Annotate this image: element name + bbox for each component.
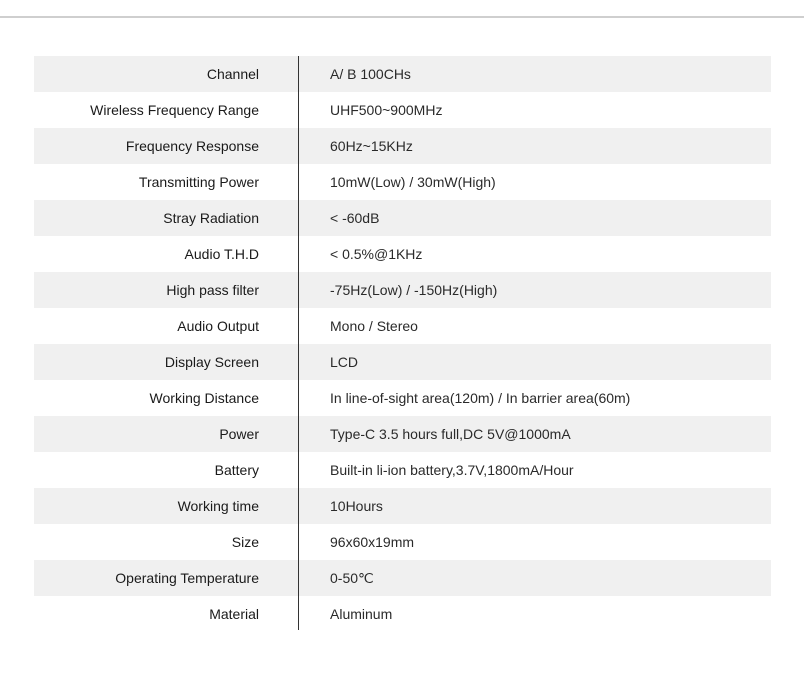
spec-value: Built-in li-ion battery,3.7V,1800mA/Hour: [330, 462, 574, 478]
spec-row-audio-output: [34, 308, 771, 344]
spec-row-frequency-response: [34, 128, 771, 164]
spec-label: Wireless Frequency Range: [90, 102, 259, 118]
spec-row-operating-temperature: [34, 560, 771, 596]
spec-row-working-time: [34, 488, 771, 524]
spec-label: Battery: [214, 462, 259, 478]
spec-row-high-pass-filter: [34, 272, 771, 308]
spec-row-working-distance: [34, 380, 771, 416]
spec-value: 10Hours: [330, 498, 383, 514]
spec-value: In line-of-sight area(120m) / In barrier area(60m): [330, 390, 631, 406]
spec-value: 96x60x19mm: [330, 534, 415, 550]
top-divider: [0, 16, 804, 18]
spec-value: Mono / Stereo: [330, 318, 418, 334]
spec-value: 60Hz~15KHz: [330, 138, 413, 154]
spec-value: Type-C 3.5 hours full,DC 5V@1000mA: [330, 426, 571, 442]
spec-row-audio-thd: [34, 236, 771, 272]
spec-label: Transmitting Power: [138, 174, 259, 190]
spec-row-wireless-frequency-range: [34, 92, 771, 128]
spec-row-size: [34, 524, 771, 560]
spec-row-stray-radiation: [34, 200, 771, 236]
spec-value: UHF500~900MHz: [330, 102, 443, 118]
spec-row-transmitting-power: [34, 164, 771, 200]
spec-label: Working Distance: [149, 390, 259, 406]
spec-row-material: [34, 596, 771, 632]
spec-value: LCD: [330, 354, 359, 370]
spec-label: Audio T.H.D: [184, 246, 259, 262]
spec-label: Size: [231, 534, 259, 550]
spec-label: Stray Radiation: [163, 210, 259, 226]
spec-label: Operating Temperature: [115, 570, 259, 586]
spec-label: Channel: [206, 66, 259, 82]
spec-value: -75Hz(Low) / -150Hz(High): [330, 282, 498, 298]
spec-label: Frequency Response: [125, 138, 259, 154]
spec-row-battery: [34, 452, 771, 488]
spec-label: Working time: [177, 498, 259, 514]
spec-row-display-screen: [34, 344, 771, 380]
spec-label: Material: [209, 606, 259, 622]
spec-value: Aluminum: [330, 606, 393, 622]
spec-value: 0-50℃: [330, 569, 374, 586]
spec-label: Display Screen: [164, 354, 259, 370]
spec-label: High pass filter: [166, 282, 259, 298]
spec-label: Audio Output: [177, 318, 259, 334]
spec-row-power: [34, 416, 771, 452]
spec-label: Power: [219, 426, 259, 442]
spec-value: < 0.5%@1KHz: [330, 246, 423, 262]
spec-value: 10mW(Low) / 30mW(High): [330, 174, 496, 190]
column-divider: [298, 56, 299, 630]
spec-row-channel: [34, 56, 771, 92]
spec-value: A/ B 100CHs: [330, 66, 411, 82]
spec-value: < -60dB: [330, 210, 380, 226]
spec-table: [34, 56, 771, 632]
